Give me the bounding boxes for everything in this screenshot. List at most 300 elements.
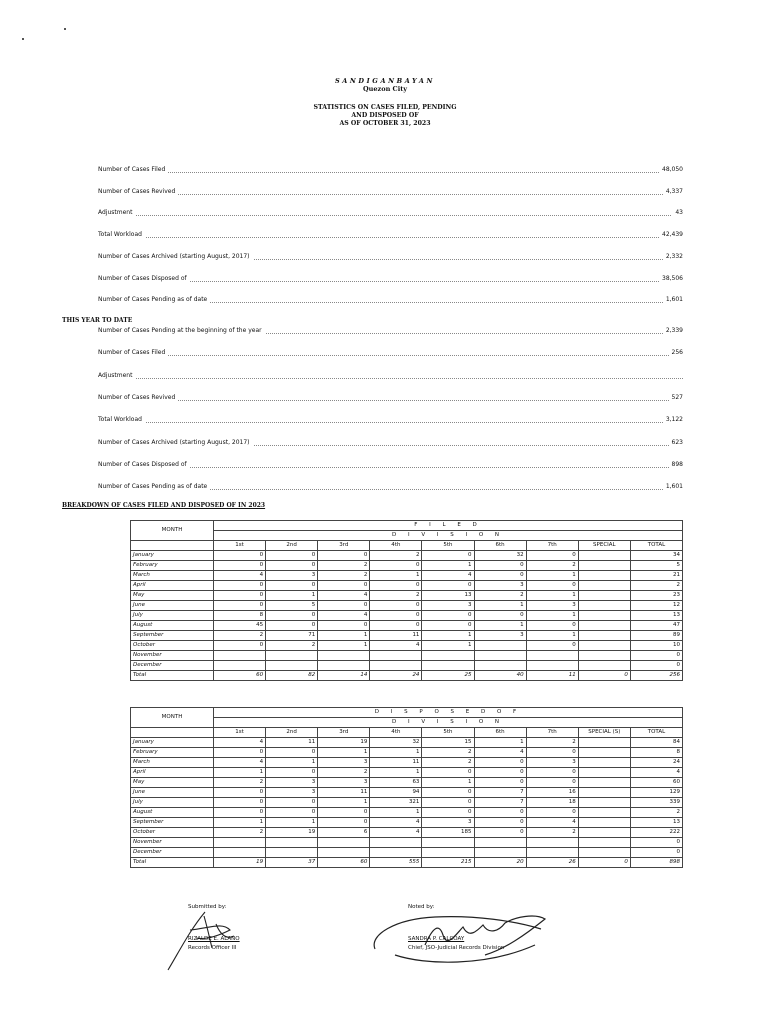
dot-leader bbox=[98, 422, 683, 423]
month-cell: January bbox=[131, 551, 214, 561]
submitted-by-name: RIZALDE E. ALANO bbox=[188, 936, 240, 942]
total-label: Total bbox=[131, 858, 214, 868]
value-cell bbox=[578, 768, 630, 778]
value-cell: 8 bbox=[214, 611, 266, 621]
value-cell bbox=[578, 611, 630, 621]
value-cell: 0 bbox=[214, 788, 266, 798]
month-cell: August bbox=[131, 808, 214, 818]
breakdown-title: BREAKDOWN OF CASES FILED AND DISPOSED OF IN 2023 bbox=[62, 502, 266, 509]
month-cell: May bbox=[131, 778, 214, 788]
stat-value: 898 bbox=[669, 461, 683, 468]
value-cell bbox=[266, 651, 318, 661]
table-row bbox=[131, 808, 683, 818]
value-cell: 84 bbox=[630, 738, 682, 748]
value-cell: 321 bbox=[370, 798, 422, 808]
value-cell bbox=[578, 551, 630, 561]
month-cell: March bbox=[131, 571, 214, 581]
value-cell bbox=[578, 758, 630, 768]
value-cell: 94 bbox=[370, 788, 422, 798]
stat-value: 48,050 bbox=[659, 166, 683, 173]
value-cell: 7 bbox=[474, 798, 526, 808]
value-cell bbox=[474, 651, 526, 661]
value-cell: 3 bbox=[318, 758, 370, 768]
value-cell: 0 bbox=[266, 561, 318, 571]
value-cell: 11 bbox=[266, 738, 318, 748]
noted-by-title: Chief, JSO-Judicial Records Division bbox=[408, 945, 505, 951]
month-cell: January bbox=[131, 738, 214, 748]
total-cell: 24 bbox=[370, 671, 422, 681]
month-cell: October bbox=[131, 828, 214, 838]
value-cell: 0 bbox=[526, 551, 578, 561]
table-row bbox=[131, 778, 683, 788]
stat-label: Total Workload bbox=[98, 416, 145, 423]
value-cell bbox=[214, 661, 266, 671]
month-cell: June bbox=[131, 601, 214, 611]
value-cell: 1 bbox=[526, 571, 578, 581]
column-header: 6th bbox=[474, 728, 526, 738]
column-header: 1st bbox=[214, 728, 266, 738]
value-cell: 47 bbox=[630, 621, 682, 631]
value-cell bbox=[578, 641, 630, 651]
column-header: SPECIAL bbox=[578, 541, 630, 551]
value-cell: 0 bbox=[214, 581, 266, 591]
month-cell: December bbox=[131, 661, 214, 671]
value-cell: 19 bbox=[266, 828, 318, 838]
value-cell: 18 bbox=[526, 798, 578, 808]
value-cell: 2 bbox=[474, 591, 526, 601]
value-cell: 10 bbox=[630, 641, 682, 651]
stat-label: Number of Cases Archived (starting August, 2017) bbox=[98, 439, 253, 446]
value-cell: 0 bbox=[474, 778, 526, 788]
value-cell: 4 bbox=[318, 611, 370, 621]
table-row bbox=[131, 768, 683, 778]
value-cell bbox=[474, 838, 526, 848]
value-cell: 1 bbox=[474, 621, 526, 631]
dot-leader bbox=[98, 194, 683, 195]
value-cell: 3 bbox=[526, 758, 578, 768]
ytd-section-title: THIS YEAR TO DATE bbox=[62, 317, 133, 324]
column-header: 2nd bbox=[266, 541, 318, 551]
month-cell: September bbox=[131, 631, 214, 641]
value-cell: 0 bbox=[266, 581, 318, 591]
stat-row bbox=[98, 166, 683, 176]
value-cell bbox=[370, 661, 422, 671]
value-cell: 0 bbox=[474, 611, 526, 621]
value-cell bbox=[422, 848, 474, 858]
value-cell: 0 bbox=[266, 768, 318, 778]
total-cell: 14 bbox=[318, 671, 370, 681]
value-cell: 0 bbox=[422, 768, 474, 778]
value-cell: 2 bbox=[266, 641, 318, 651]
table-row bbox=[131, 641, 683, 651]
value-cell: 4 bbox=[214, 571, 266, 581]
submitted-by-signatory bbox=[188, 935, 240, 953]
month-header: MONTH bbox=[131, 521, 214, 541]
value-cell bbox=[578, 748, 630, 758]
value-cell: 3 bbox=[266, 778, 318, 788]
total-label: Total bbox=[131, 671, 214, 681]
value-cell bbox=[578, 561, 630, 571]
agency-city: Quezon City bbox=[363, 85, 407, 94]
value-cell: 13 bbox=[422, 591, 474, 601]
column-header: 6th bbox=[474, 541, 526, 551]
noted-by-signatory bbox=[408, 935, 504, 953]
value-cell bbox=[526, 838, 578, 848]
value-cell: 60 bbox=[630, 778, 682, 788]
value-cell: 0 bbox=[214, 641, 266, 651]
value-cell: 2 bbox=[318, 768, 370, 778]
total-cell: 898 bbox=[630, 858, 682, 868]
value-cell bbox=[578, 818, 630, 828]
value-cell: 0 bbox=[526, 641, 578, 651]
table-row bbox=[131, 848, 683, 858]
column-header: 3rd bbox=[318, 541, 370, 551]
stat-row bbox=[98, 231, 683, 241]
value-cell: 0 bbox=[526, 808, 578, 818]
total-cell: 11 bbox=[526, 671, 578, 681]
stat-label: Adjustment bbox=[98, 372, 135, 379]
value-cell: 0 bbox=[214, 748, 266, 758]
total-cell: 37 bbox=[266, 858, 318, 868]
value-cell: 3 bbox=[474, 631, 526, 641]
stat-label: Number of Cases Pending at the beginning of the year bbox=[98, 327, 265, 334]
value-cell bbox=[578, 828, 630, 838]
value-cell: 0 bbox=[630, 838, 682, 848]
value-cell: 0 bbox=[630, 661, 682, 671]
column-header: 7th bbox=[526, 728, 578, 738]
value-cell bbox=[578, 581, 630, 591]
stat-label: Adjustment bbox=[98, 209, 135, 216]
value-cell: 19 bbox=[318, 738, 370, 748]
table-title: D I S P O S E D O F bbox=[214, 708, 683, 718]
column-header: 2nd bbox=[266, 728, 318, 738]
month-cell: April bbox=[131, 581, 214, 591]
value-cell: 0 bbox=[214, 798, 266, 808]
report-title-line-2: AND DISPOSED OF bbox=[351, 112, 419, 119]
disposed-table bbox=[130, 707, 683, 868]
value-cell: 0 bbox=[474, 818, 526, 828]
value-cell bbox=[578, 571, 630, 581]
value-cell: 1 bbox=[526, 591, 578, 601]
value-cell bbox=[370, 848, 422, 858]
total-cell: 40 bbox=[474, 671, 526, 681]
total-cell: 555 bbox=[370, 858, 422, 868]
value-cell: 0 bbox=[214, 561, 266, 571]
value-cell: 0 bbox=[370, 611, 422, 621]
value-cell bbox=[266, 848, 318, 858]
stat-value: 1,601 bbox=[663, 483, 683, 490]
value-cell: 12 bbox=[630, 601, 682, 611]
dot-leader bbox=[98, 172, 683, 173]
table-row bbox=[131, 661, 683, 671]
value-cell bbox=[370, 838, 422, 848]
month-cell: March bbox=[131, 758, 214, 768]
value-cell: 0 bbox=[526, 748, 578, 758]
month-header: MONTH bbox=[131, 708, 214, 728]
stat-row bbox=[98, 327, 683, 337]
value-cell: 24 bbox=[630, 758, 682, 768]
value-cell: 2 bbox=[370, 591, 422, 601]
stat-row bbox=[98, 253, 683, 263]
month-cell: August bbox=[131, 621, 214, 631]
value-cell: 4 bbox=[370, 641, 422, 651]
value-cell: 1 bbox=[422, 561, 474, 571]
division-header: D I V I S I O N bbox=[214, 718, 683, 728]
value-cell: 0 bbox=[266, 748, 318, 758]
stat-label: Total Workload bbox=[98, 231, 145, 238]
header-spacer bbox=[131, 728, 214, 738]
value-cell: 0 bbox=[370, 561, 422, 571]
value-cell bbox=[422, 661, 474, 671]
division-header: D I V I S I O N bbox=[214, 531, 683, 541]
total-cell: 82 bbox=[266, 671, 318, 681]
total-cell: 215 bbox=[422, 858, 474, 868]
value-cell: 23 bbox=[630, 591, 682, 601]
table-row bbox=[131, 828, 683, 838]
value-cell: 4 bbox=[526, 818, 578, 828]
total-cell: 0 bbox=[578, 671, 630, 681]
value-cell: 2 bbox=[630, 808, 682, 818]
stat-value: 2,339 bbox=[663, 327, 683, 334]
table-row bbox=[131, 581, 683, 591]
table-row bbox=[131, 561, 683, 571]
value-cell: 71 bbox=[266, 631, 318, 641]
value-cell: 4 bbox=[422, 571, 474, 581]
document-header bbox=[0, 77, 770, 128]
value-cell: 185 bbox=[422, 828, 474, 838]
value-cell: 0 bbox=[422, 611, 474, 621]
value-cell: 3 bbox=[318, 778, 370, 788]
table-row bbox=[131, 591, 683, 601]
value-cell: 5 bbox=[630, 561, 682, 571]
column-header: 5th bbox=[422, 541, 474, 551]
value-cell: 11 bbox=[370, 631, 422, 641]
stat-value: 1,601 bbox=[663, 296, 683, 303]
value-cell: 5 bbox=[266, 601, 318, 611]
table-row bbox=[131, 571, 683, 581]
value-cell: 0 bbox=[318, 621, 370, 631]
value-cell: 1 bbox=[526, 631, 578, 641]
value-cell: 0 bbox=[370, 621, 422, 631]
month-cell: June bbox=[131, 788, 214, 798]
value-cell: 3 bbox=[422, 818, 474, 828]
value-cell: 4 bbox=[370, 828, 422, 838]
value-cell: 0 bbox=[266, 551, 318, 561]
table-row bbox=[131, 601, 683, 611]
submitted-by-label: Submitted by: bbox=[188, 904, 227, 910]
dot-leader bbox=[98, 378, 683, 379]
column-header: 4th bbox=[370, 541, 422, 551]
value-cell: 1 bbox=[422, 641, 474, 651]
month-cell: September bbox=[131, 818, 214, 828]
value-cell: 32 bbox=[474, 551, 526, 561]
value-cell: 0 bbox=[266, 808, 318, 818]
total-cell: 256 bbox=[630, 671, 682, 681]
agency-name: SANDIGANBAYAN bbox=[334, 77, 436, 85]
value-cell: 6 bbox=[318, 828, 370, 838]
value-cell: 1 bbox=[214, 768, 266, 778]
value-cell: 0 bbox=[630, 651, 682, 661]
table-row bbox=[131, 818, 683, 828]
value-cell: 1 bbox=[318, 641, 370, 651]
value-cell: 89 bbox=[630, 631, 682, 641]
value-cell bbox=[526, 848, 578, 858]
stat-label: Number of Cases Pending as of date bbox=[98, 296, 210, 303]
scan-speck bbox=[22, 38, 24, 40]
stat-label: Number of Cases Disposed of bbox=[98, 275, 190, 282]
value-cell: 0 bbox=[370, 601, 422, 611]
stat-value: 3,122 bbox=[663, 416, 683, 423]
value-cell: 0 bbox=[422, 621, 474, 631]
value-cell: 0 bbox=[474, 571, 526, 581]
value-cell: 2 bbox=[526, 738, 578, 748]
column-header: 7th bbox=[526, 541, 578, 551]
value-cell: 2 bbox=[526, 561, 578, 571]
value-cell: 7 bbox=[474, 788, 526, 798]
value-cell: 0 bbox=[318, 551, 370, 561]
value-cell: 16 bbox=[526, 788, 578, 798]
table-row bbox=[131, 621, 683, 631]
value-cell bbox=[578, 621, 630, 631]
value-cell bbox=[474, 641, 526, 651]
stat-row bbox=[98, 394, 683, 404]
value-cell bbox=[318, 651, 370, 661]
stat-label: Number of Cases Revived bbox=[98, 394, 178, 401]
value-cell bbox=[422, 838, 474, 848]
column-header: TOTAL bbox=[630, 541, 682, 551]
value-cell: 0 bbox=[422, 788, 474, 798]
value-cell: 0 bbox=[474, 808, 526, 818]
scan-speck bbox=[64, 28, 66, 30]
stat-row bbox=[98, 461, 683, 471]
total-cell: 60 bbox=[214, 671, 266, 681]
value-cell: 0 bbox=[422, 581, 474, 591]
table-row bbox=[131, 798, 683, 808]
value-cell: 2 bbox=[422, 758, 474, 768]
value-cell: 222 bbox=[630, 828, 682, 838]
dot-leader bbox=[98, 355, 683, 356]
value-cell: 0 bbox=[318, 601, 370, 611]
stat-value: 256 bbox=[669, 349, 683, 356]
value-cell: 3 bbox=[422, 601, 474, 611]
value-cell: 1 bbox=[370, 571, 422, 581]
month-cell: April bbox=[131, 768, 214, 778]
table-row bbox=[131, 738, 683, 748]
value-cell: 0 bbox=[474, 768, 526, 778]
stat-label: Number of Cases Archived (starting August, 2017) bbox=[98, 253, 253, 260]
value-cell: 3 bbox=[474, 581, 526, 591]
value-cell: 129 bbox=[630, 788, 682, 798]
table-row bbox=[131, 631, 683, 641]
stat-label: Number of Cases Filed bbox=[98, 349, 168, 356]
value-cell: 1 bbox=[422, 778, 474, 788]
stat-value: 43 bbox=[672, 209, 683, 216]
total-cell: 25 bbox=[422, 671, 474, 681]
stat-label: Number of Cases Filed bbox=[98, 166, 168, 173]
value-cell: 11 bbox=[370, 758, 422, 768]
stat-row bbox=[98, 483, 683, 493]
table-row bbox=[131, 758, 683, 768]
value-cell: 0 bbox=[630, 848, 682, 858]
stat-row bbox=[98, 372, 683, 382]
value-cell: 2 bbox=[214, 778, 266, 788]
value-cell bbox=[578, 631, 630, 641]
value-cell: 13 bbox=[630, 818, 682, 828]
noted-by-label: Noted by: bbox=[408, 904, 435, 910]
value-cell: 1 bbox=[318, 631, 370, 641]
value-cell: 0 bbox=[526, 768, 578, 778]
value-cell: 0 bbox=[474, 561, 526, 571]
value-cell: 2 bbox=[318, 561, 370, 571]
stat-label: Number of Cases Revived bbox=[98, 188, 178, 195]
value-cell bbox=[318, 661, 370, 671]
value-cell: 1 bbox=[474, 601, 526, 611]
month-cell: July bbox=[131, 611, 214, 621]
dot-leader bbox=[98, 400, 683, 401]
stat-row bbox=[98, 275, 683, 285]
value-cell: 1 bbox=[370, 768, 422, 778]
value-cell: 339 bbox=[630, 798, 682, 808]
total-cell: 0 bbox=[578, 858, 630, 868]
header-spacer bbox=[131, 541, 214, 551]
value-cell: 3 bbox=[526, 601, 578, 611]
column-header: TOTAL bbox=[630, 728, 682, 738]
table-title: F I L E D bbox=[214, 521, 683, 531]
column-header: 5th bbox=[422, 728, 474, 738]
value-cell bbox=[266, 661, 318, 671]
table-row bbox=[131, 788, 683, 798]
value-cell: 1 bbox=[266, 591, 318, 601]
value-cell: 4 bbox=[214, 758, 266, 768]
value-cell bbox=[578, 651, 630, 661]
value-cell: 0 bbox=[266, 798, 318, 808]
value-cell: 0 bbox=[318, 808, 370, 818]
value-cell bbox=[578, 788, 630, 798]
value-cell: 1 bbox=[370, 748, 422, 758]
stat-value: 38,506 bbox=[659, 275, 683, 282]
stat-row bbox=[98, 296, 683, 306]
table-row bbox=[131, 551, 683, 561]
value-cell: 21 bbox=[630, 571, 682, 581]
stat-value: 623 bbox=[669, 439, 683, 446]
table-row bbox=[131, 748, 683, 758]
value-cell: 2 bbox=[370, 551, 422, 561]
value-cell bbox=[578, 738, 630, 748]
month-cell: December bbox=[131, 848, 214, 858]
value-cell: 0 bbox=[526, 621, 578, 631]
table-row bbox=[131, 611, 683, 621]
stat-row bbox=[98, 349, 683, 359]
month-cell: November bbox=[131, 838, 214, 848]
value-cell: 1 bbox=[526, 611, 578, 621]
value-cell: 2 bbox=[214, 828, 266, 838]
stat-value: 4,337 bbox=[663, 188, 683, 195]
value-cell: 1 bbox=[318, 748, 370, 758]
value-cell: 0 bbox=[214, 601, 266, 611]
stat-label: Number of Cases Pending as of date bbox=[98, 483, 210, 490]
value-cell bbox=[266, 838, 318, 848]
filed-table bbox=[130, 520, 683, 681]
value-cell: 3 bbox=[266, 571, 318, 581]
value-cell: 3 bbox=[266, 788, 318, 798]
total-row bbox=[131, 671, 683, 681]
value-cell bbox=[318, 848, 370, 858]
stat-row bbox=[98, 416, 683, 426]
value-cell: 0 bbox=[370, 581, 422, 591]
value-cell bbox=[214, 651, 266, 661]
month-cell: February bbox=[131, 748, 214, 758]
value-cell: 0 bbox=[318, 581, 370, 591]
